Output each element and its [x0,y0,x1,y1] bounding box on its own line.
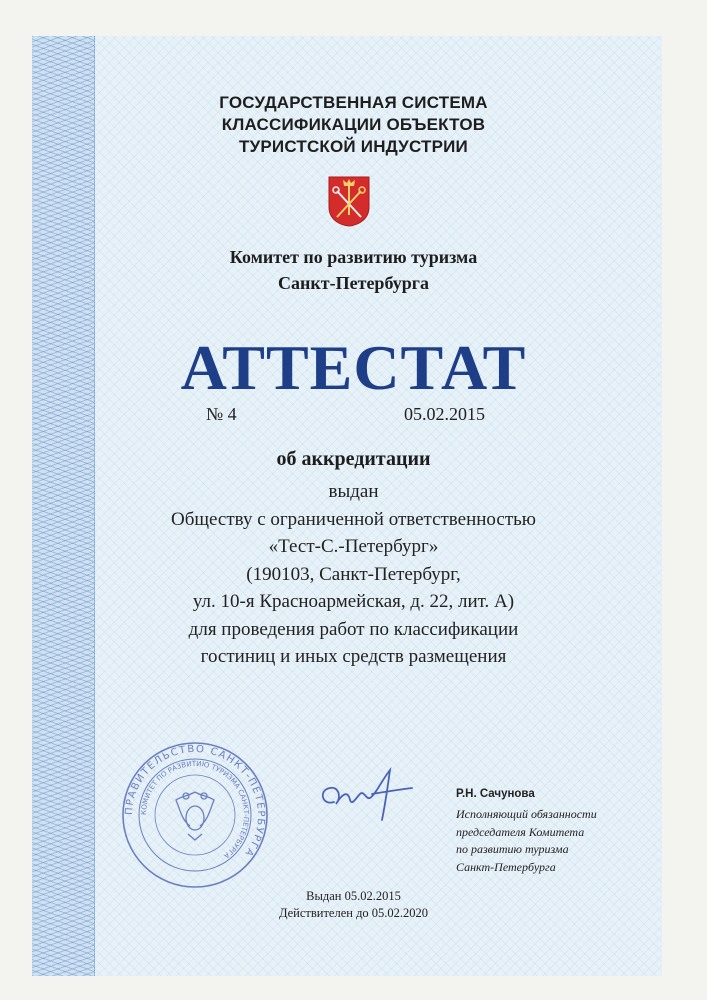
body-line: ул. 10-я Красноармейская, д. 22, лит. А) [192,591,515,612]
committee-line: Санкт-Петербурга [278,273,429,293]
certificate-date: 05.02.2015 [404,404,485,424]
role-line: Санкт-Петербурга [456,859,556,874]
issued-date: Выдан 05.02.2015 [306,889,401,903]
certificate-body [0,478,707,671]
certificate-number: № 4 [206,404,237,424]
org-line: ГОСУДАРСТВЕННАЯ СИСТЕМА [219,93,488,112]
org-line: КЛАССИФИКАЦИИ ОБЪЕКТОВ [221,115,486,134]
seal-outer-text: ПРАВИТЕЛЬСТВО САНКТ-ПЕТЕРБУРГА [123,743,267,860]
body-line: для проведения работ по классификации [188,618,519,640]
role-line: по развитию туризма [456,842,569,856]
body-line: выдан [328,481,379,502]
role-line: председателя Комитета [456,824,585,839]
org-line: ТУРИСТСКОЙ ИНДУСТРИИ [239,137,468,156]
validity-info [0,888,707,922]
signatory-role [456,806,656,876]
body-line: (190103, Санкт-Петербург, [246,563,461,585]
body-line: гостиниц и иных средств размещения [200,646,507,667]
signatory-name: Р.Н. Сачунова [456,788,535,800]
seal-inner-text: КОМИТЕТ ПО РАЗВИТИЮ ТУРИЗМА САНКТ-ПЕТЕРБУРГА [139,759,251,860]
signature-image [312,760,422,830]
role-line: Исполняющий обязанности [456,807,597,821]
issuing-system-title [0,92,707,158]
st-petersburg-coat-of-arms-icon [327,175,371,227]
body-line: «Тест-С.-Петербург» [268,536,439,557]
official-seal-stamp [120,740,270,890]
committee-line: Комитет по развитию туризма [229,247,478,267]
document-title: АТТЕСТАТ [180,332,527,403]
double-headed-eagle-icon [176,792,214,840]
valid-until-date: Действителен до 05.02.2020 [278,906,429,920]
certificate-subtitle: об аккредитации [276,448,431,470]
committee-name [0,244,707,296]
body-line: Обществу с ограниченной ответственностью [170,508,537,530]
